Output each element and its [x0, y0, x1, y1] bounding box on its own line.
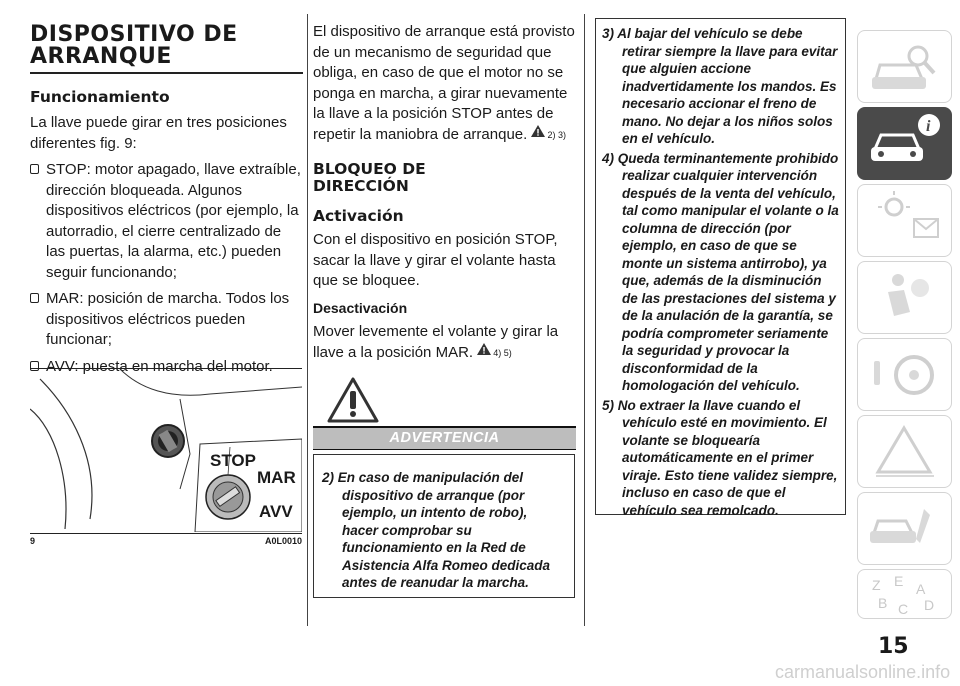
car-search-icon — [858, 31, 953, 104]
svg-text:D: D — [924, 597, 935, 613]
svg-text:B: B — [878, 595, 888, 611]
page-number: 15 — [878, 634, 909, 659]
ignition-figure — [30, 368, 302, 532]
warning-triangle-icon — [531, 125, 545, 137]
sidebar-tab-index[interactable] — [857, 569, 952, 619]
warning-banner: ADVERTENCIA — [313, 426, 576, 450]
warning-triangle-icon — [327, 377, 379, 423]
section-title-line-1: BLOQUEO DE — [313, 160, 426, 178]
sidebar-tab-warning-lights[interactable] — [857, 184, 952, 257]
sidebar-tab-steering-wheel[interactable] — [857, 338, 952, 411]
label-mar: MAR — [257, 468, 296, 487]
label-avv: AVV — [259, 502, 293, 521]
start-mechanism-text — [313, 22, 578, 145]
section-title — [30, 24, 303, 74]
sidebar-tab-car-info[interactable] — [857, 107, 952, 180]
airbag-safety-icon — [858, 262, 953, 335]
bullet-mar — [30, 289, 303, 351]
column-rule-1 — [307, 14, 308, 626]
steering-wheel-icon — [858, 339, 953, 412]
paragraph-text: Mover levemente el volante y girar la llave a la posición MAR. — [313, 323, 559, 361]
activation-title: Activación — [313, 207, 404, 225]
sidebar-tab-car-service[interactable] — [857, 492, 952, 565]
checkbox-bullet-icon — [30, 164, 39, 174]
bullet-text: AVV: puesta en marcha del motor. — [46, 357, 273, 375]
bullet-stop — [30, 160, 303, 283]
checkbox-bullet-icon — [30, 293, 39, 303]
note-4: 4) Queda terminantemente prohibido realizar cualquier intervención después de la venta del vehículo, tal como manipular el volante o la columna de dirección (por ejemplo, en caso de que se monte un sistema antirrobo), ya que, además de la disminución de las prestaciones del sistema y de la anulación de la garantía, se podría comprometer seriamente la seguridad y provocar la disconformidad de la homologación del vehículo. — [602, 150, 839, 393]
car-info-icon — [857, 107, 952, 180]
car-service-icon — [858, 493, 953, 566]
svg-text:E: E — [894, 573, 904, 589]
column-left — [30, 0, 303, 377]
warning-box — [313, 454, 575, 598]
title-line-2: ARRANQUE — [30, 44, 172, 69]
sidebar-tab-road-warning[interactable] — [857, 415, 952, 488]
deactivation-text — [313, 322, 578, 363]
title-line-1: DISPOSITIVO DE — [30, 22, 238, 47]
figure-code: A0L0010 — [264, 536, 302, 546]
activation-text: Con el dispositivo en posición STOP, sacar la llave y girar el volante hasta que se bloquee. — [313, 231, 558, 289]
note-2: 2) En caso de manipulación del dispositivo de arranque (por ejemplo, un intento de robo), hacer comprobar su funcionamiento en la Red de Asistencia Alfa Romeo dedicada antes de reanudar la marcha. — [322, 470, 551, 590]
svg-text:i: i — [926, 118, 931, 135]
warning-lights-icon — [858, 185, 953, 258]
steering-lock-title — [313, 161, 578, 195]
bullet-text: MAR: posición de marcha. Todos los dispositivos eléctricos pueden funcionar; — [46, 290, 290, 348]
bullet-text: STOP: motor apagado, llave extraíble, dirección bloqueada. Algunos dispositivos eléctricos (por ejemplo, la autorradio, el cierre centralizado de las puertas, la alarma, etc.) pueden seguir funcionando; — [46, 161, 301, 281]
notes-box — [595, 18, 846, 518]
svg-text:C: C — [898, 601, 909, 617]
sidebar-tab-airbag-safety[interactable] — [857, 261, 952, 334]
intro-text: La llave puede girar en tres posiciones diferentes fig. 9: — [30, 114, 287, 152]
footer-watermark: carmanualsonline.info — [775, 662, 951, 682]
road-warning-icon — [858, 416, 953, 489]
label-stop: STOP — [210, 451, 256, 470]
paragraph-text: El dispositivo de arranque está provisto de un mecanismo de seguridad que obliga, en caso de que el motor no se ponga en marcha, a girar nuevamente la llave a la posición STOP antes de repetir la maniobra de arranque. — [313, 23, 575, 143]
note-refs: 4) 5) — [493, 347, 512, 358]
svg-text:A: A — [916, 581, 926, 597]
section-title-line-2: DIRECCIÓN — [313, 177, 409, 195]
figure-caption — [30, 533, 302, 546]
note-5: 5) No extraer la llave cuando el vehículo esté en movimiento. El volante se bloquearía automáticamente en el primer viraje. Esto tiene validez siempre, incluso en caso de que el vehículo sea remolcado. — [602, 397, 838, 518]
alphabet-index-icon — [858, 570, 953, 620]
subtitle: Funcionamiento — [30, 88, 170, 106]
figure-number: 9 — [30, 536, 36, 546]
column-rule-2 — [584, 14, 585, 626]
svg-text:Z: Z — [872, 577, 881, 593]
note-refs: 2) 3) — [547, 129, 566, 140]
note-3: 3) Al bajar del vehículo se debe retirar siempre la llave para evitar que alguien accione inadvertidamente los mandos. Es necesario accionar el freno de mano. No dejar a los niños solos en el vehículo. — [602, 26, 838, 146]
sidebar-tab-car-search[interactable] — [857, 30, 952, 103]
column-middle — [313, 0, 578, 363]
warning-triangle-icon — [477, 343, 491, 355]
deactivation-title: Desactivación — [313, 299, 408, 316]
